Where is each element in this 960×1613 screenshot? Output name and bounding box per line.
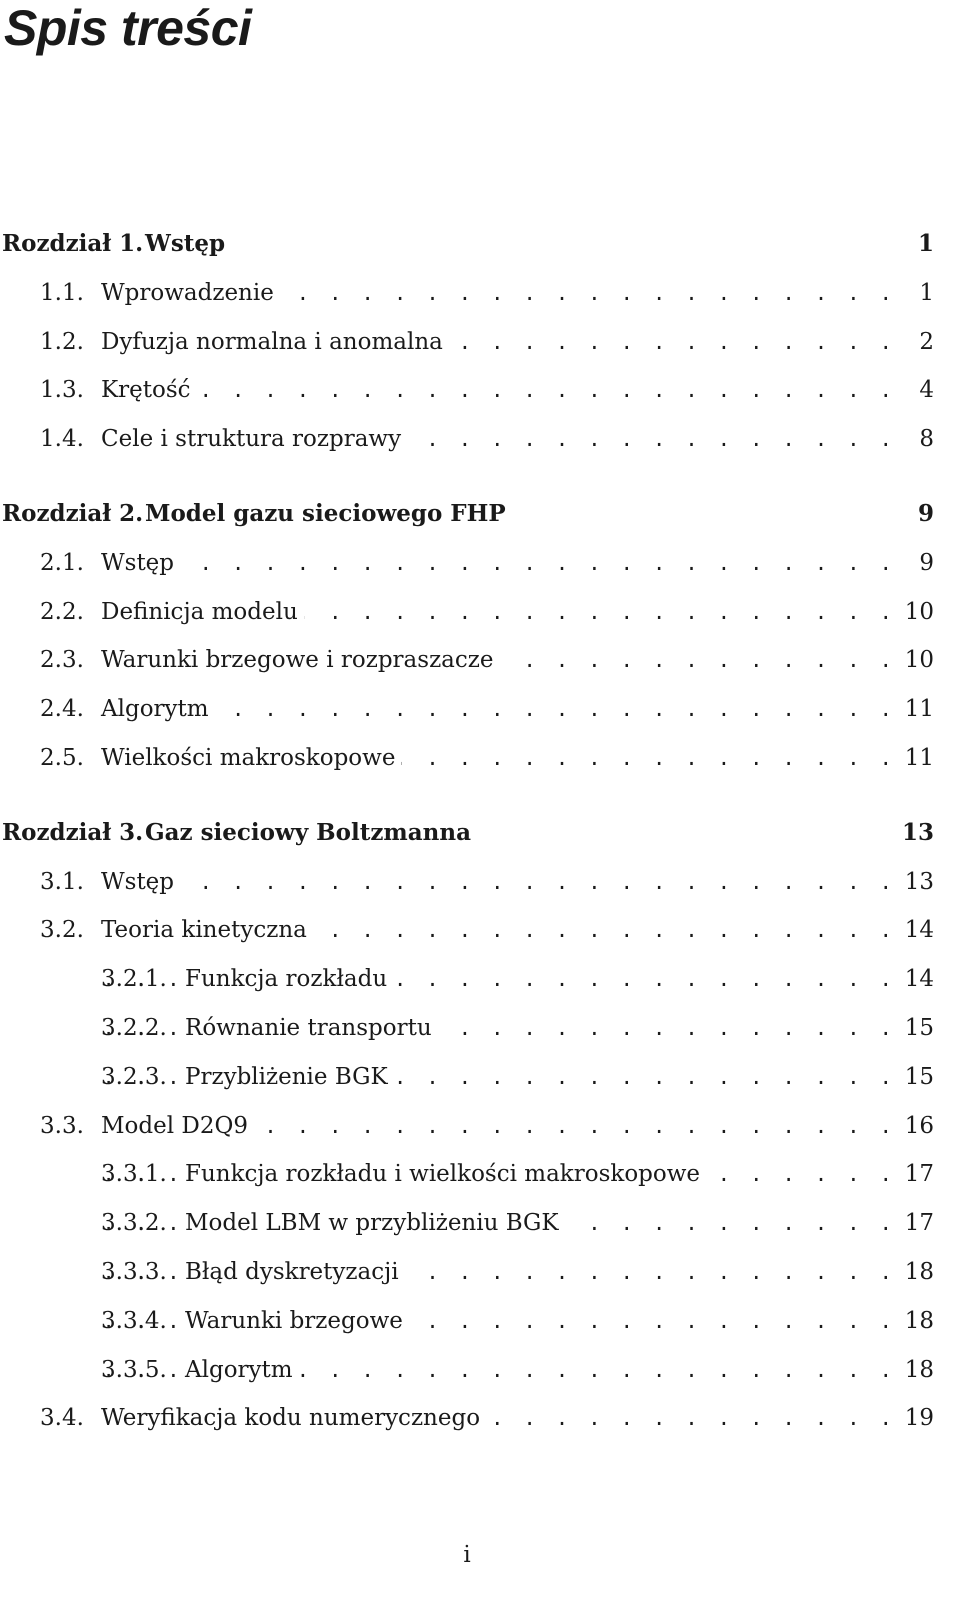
toc-entry-page: 15 <box>904 1064 934 1090</box>
toc-entry-number: Rozdział 1. <box>2 230 144 257</box>
toc-section[interactable] <box>0 327 960 357</box>
toc-entry-number: 2.2. <box>40 599 84 625</box>
toc-dot-leader <box>100 375 896 405</box>
toc-entry-page: 15 <box>904 1015 934 1041</box>
toc-entry-page: 8 <box>919 426 934 452</box>
toc-entry-number: 3.3.2. <box>101 1210 167 1236</box>
toc-entry-number: 1.3. <box>40 377 84 403</box>
toc-entry-number: Rozdział 3. <box>2 819 144 846</box>
toc-entry-title: Przybliżenie BGK <box>185 1062 394 1092</box>
toc-entry-page: 2 <box>919 329 934 355</box>
toc-entry-number: 3.3.4. <box>101 1308 167 1334</box>
toc-entry-page: 13 <box>901 819 934 846</box>
toc-subsection[interactable] <box>0 1013 960 1043</box>
toc-entry-title: Warunki brzegowe i rozpraszacze <box>101 645 500 675</box>
toc-subsection[interactable] <box>0 1306 960 1336</box>
toc-subsection[interactable] <box>0 1257 960 1287</box>
toc-section[interactable] <box>0 694 960 724</box>
toc-entry-number: 2.1. <box>40 550 84 576</box>
toc-entry-title: Model D2Q9 <box>101 1111 254 1141</box>
toc-chapter[interactable] <box>0 499 960 529</box>
toc-entry-title: Wielkości makroskopowe <box>101 743 401 773</box>
toc-entry-title: Wstęp <box>101 548 180 578</box>
toc-entry-number: 1.1. <box>40 280 84 306</box>
toc-entry-number: 3.3. <box>40 1113 84 1139</box>
toc-entry-title: Funkcja rozkładu i wielkości makroskopowe <box>185 1159 706 1189</box>
toc-entry-page: 11 <box>904 696 934 722</box>
toc-section[interactable] <box>0 424 960 454</box>
toc-entry-title: Weryfikacja kodu numerycznego <box>101 1403 486 1433</box>
toc-entry-page: 14 <box>904 966 934 992</box>
toc-entry-title: Cele i struktura rozprawy <box>101 424 407 454</box>
toc-entry-page: 17 <box>904 1161 934 1187</box>
toc-entry-page: 18 <box>904 1308 934 1334</box>
toc-section[interactable] <box>0 375 960 405</box>
toc-entry-title: Teoria kinetyczna <box>101 915 313 945</box>
toc-section[interactable] <box>0 597 960 627</box>
toc-entry-number: 3.3.1. <box>101 1161 167 1187</box>
toc-entry-page: 14 <box>904 917 934 943</box>
toc-entry-page: 9 <box>919 550 934 576</box>
toc-entry-page: 4 <box>919 377 934 403</box>
toc-dot-leader <box>100 548 896 578</box>
toc-subsection[interactable] <box>0 1208 960 1238</box>
toc-entry-page: 18 <box>904 1259 934 1285</box>
toc-entry-number: 3.2.3. <box>101 1064 167 1090</box>
toc-entry-number: 3.3.3. <box>101 1259 167 1285</box>
toc-entry-title: Funkcja rozkładu <box>185 964 393 994</box>
toc-section[interactable] <box>0 915 960 945</box>
toc-entry-number: 3.4. <box>40 1405 84 1431</box>
toc-entry-number: 3.2. <box>40 917 84 943</box>
toc-entry-page: 10 <box>904 599 934 625</box>
toc-section[interactable] <box>0 1111 960 1141</box>
toc-chapter[interactable] <box>0 818 960 848</box>
page-number: i <box>463 1542 471 1568</box>
toc-entry-page: 11 <box>904 745 934 771</box>
toc-section[interactable] <box>0 1403 960 1433</box>
toc-entry-page: 19 <box>904 1405 934 1431</box>
toc-entry-number: 2.3. <box>40 647 84 673</box>
toc-entry-title: Błąd dyskretyzacji <box>185 1257 405 1287</box>
toc-entry-title: Równanie transportu <box>185 1013 438 1043</box>
toc-entry-title: Dyfuzja normalna i anomalna <box>101 327 449 357</box>
toc-entry-title: Gaz sieciowy Boltzmanna <box>145 818 477 848</box>
toc-entry-number: 3.2.2. <box>101 1015 167 1041</box>
toc-entry-number: 3.1. <box>40 869 84 895</box>
toc-entry-page: 9 <box>917 500 934 527</box>
toc-subsection[interactable] <box>0 1355 960 1385</box>
toc-dot-leader <box>100 694 896 724</box>
toc-subsection[interactable] <box>0 1062 960 1092</box>
toc-entry-title: Model gazu sieciowego FHP <box>145 499 512 529</box>
toc-entry-title: Wprowadzenie <box>101 278 280 308</box>
toc-entry-title: Wstęp <box>145 229 231 259</box>
toc-entry-number: 3.2.1. <box>101 966 167 992</box>
toc-entry-page: 1 <box>919 280 934 306</box>
toc-section[interactable] <box>0 645 960 675</box>
toc-entry-title: Algorytm <box>101 694 215 724</box>
toc-entry-title: Definicja modelu <box>101 597 304 627</box>
toc-entry-title: Algorytm <box>185 1355 299 1385</box>
toc-entry-page: 10 <box>904 647 934 673</box>
toc-entry-title: Warunki brzegowe <box>185 1306 409 1336</box>
toc-subsection[interactable] <box>0 964 960 994</box>
toc-dot-leader <box>100 867 896 897</box>
toc-section[interactable] <box>0 867 960 897</box>
toc-entry-number: 1.4. <box>40 426 84 452</box>
toc-entry-page: 13 <box>904 869 934 895</box>
toc-entry-number: 2.5. <box>40 745 84 771</box>
toc-entry-page: 17 <box>904 1210 934 1236</box>
toc-entry-title: Wstęp <box>101 867 180 897</box>
toc-section[interactable] <box>0 548 960 578</box>
toc-section[interactable] <box>0 743 960 773</box>
toc-entry-page: 16 <box>904 1113 934 1139</box>
toc-subsection[interactable] <box>0 1159 960 1189</box>
toc-entry-number: 1.2. <box>40 329 84 355</box>
toc-chapter[interactable] <box>0 229 960 259</box>
toc-entry-page: 1 <box>917 230 934 257</box>
toc-entry-number: 2.4. <box>40 696 84 722</box>
toc-entry-title: Model LBM w przybliżeniu BGK <box>185 1208 565 1238</box>
toc-entry-page: 18 <box>904 1357 934 1383</box>
toc-entry-number: 3.3.5. <box>101 1357 167 1383</box>
toc-entry-number: Rozdział 2. <box>2 500 144 527</box>
toc-section[interactable] <box>0 278 960 308</box>
page-title: Spis treści <box>4 0 252 56</box>
toc-entry-title: Krętość <box>101 375 197 405</box>
